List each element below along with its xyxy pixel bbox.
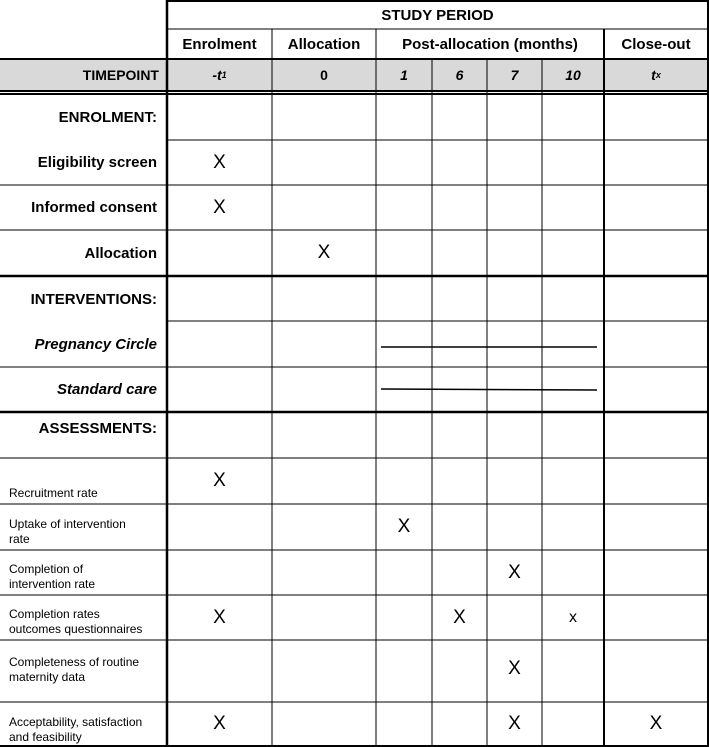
mark-completion-month-7: X bbox=[508, 561, 521, 583]
row-uptake-rate: Uptake of intervention rate bbox=[9, 517, 126, 546]
standard-care-duration-line bbox=[381, 389, 597, 390]
mark-acceptability-month-7: X bbox=[508, 713, 521, 734]
mark-uptake-month-1: X bbox=[397, 516, 411, 537]
row-questionnaire-completion: Completion rates outcomes questionnaires bbox=[9, 607, 143, 636]
col-post-allocation-heading: Post-allocation (months) bbox=[402, 35, 578, 53]
mark-maternity-month-7: X bbox=[508, 658, 521, 679]
mark-questionnaires-month-6: X bbox=[453, 606, 466, 628]
timepoint-label: TIMEPOINT bbox=[82, 67, 159, 83]
timepoint-month-6: 6 bbox=[455, 67, 464, 83]
row-standard-care: Standard care bbox=[56, 381, 157, 398]
mark-acceptability-close-out: X bbox=[649, 713, 663, 734]
row-maternity-data: Completeness of routine maternity data bbox=[9, 655, 140, 684]
section-enrolment: ENROLMENT: bbox=[58, 109, 157, 126]
timepoint-enrolment: -t 1 bbox=[212, 67, 227, 83]
row-acceptability: Acceptability, satisfaction and feasibility bbox=[9, 715, 143, 744]
study-period-heading: STUDY PERIOD bbox=[381, 6, 494, 24]
row-recruitment-rate: Recruitment rate bbox=[9, 486, 98, 500]
mark-recruitment-enrolment: X bbox=[213, 470, 226, 491]
section-assessments: ASSESSMENTS: bbox=[38, 419, 157, 437]
mark-questionnaires-month-10: x bbox=[569, 608, 577, 626]
mark-eligibility-enrolment: X bbox=[213, 151, 226, 173]
timepoint-close-out: t x bbox=[651, 67, 661, 83]
col-allocation-heading: Allocation bbox=[287, 35, 361, 53]
timepoint-month-1: 1 bbox=[400, 67, 408, 83]
row-completion-rate: Completion of intervention rate bbox=[9, 562, 96, 591]
col-close-out-heading: Close-out bbox=[621, 35, 691, 53]
timepoint-month-7: 7 bbox=[510, 67, 519, 83]
section-interventions: INTERVENTIONS: bbox=[30, 290, 157, 308]
row-pregnancy-circle: Pregnancy Circle bbox=[34, 335, 157, 353]
timepoint-month-10: 10 bbox=[565, 67, 581, 83]
row-informed-consent: Informed consent bbox=[31, 199, 157, 216]
timepoint-allocation: 0 bbox=[320, 67, 328, 83]
row-eligibility-screen: Eligibility screen bbox=[37, 154, 157, 171]
col-enrolment-heading: Enrolment bbox=[182, 35, 257, 53]
mark-questionnaires-enrolment: X bbox=[213, 606, 226, 628]
row-allocation: Allocation bbox=[84, 244, 157, 262]
mark-consent-enrolment: X bbox=[213, 196, 226, 218]
mark-acceptability-enrolment: X bbox=[213, 713, 226, 734]
mark-allocation-allocation: X bbox=[317, 242, 331, 263]
